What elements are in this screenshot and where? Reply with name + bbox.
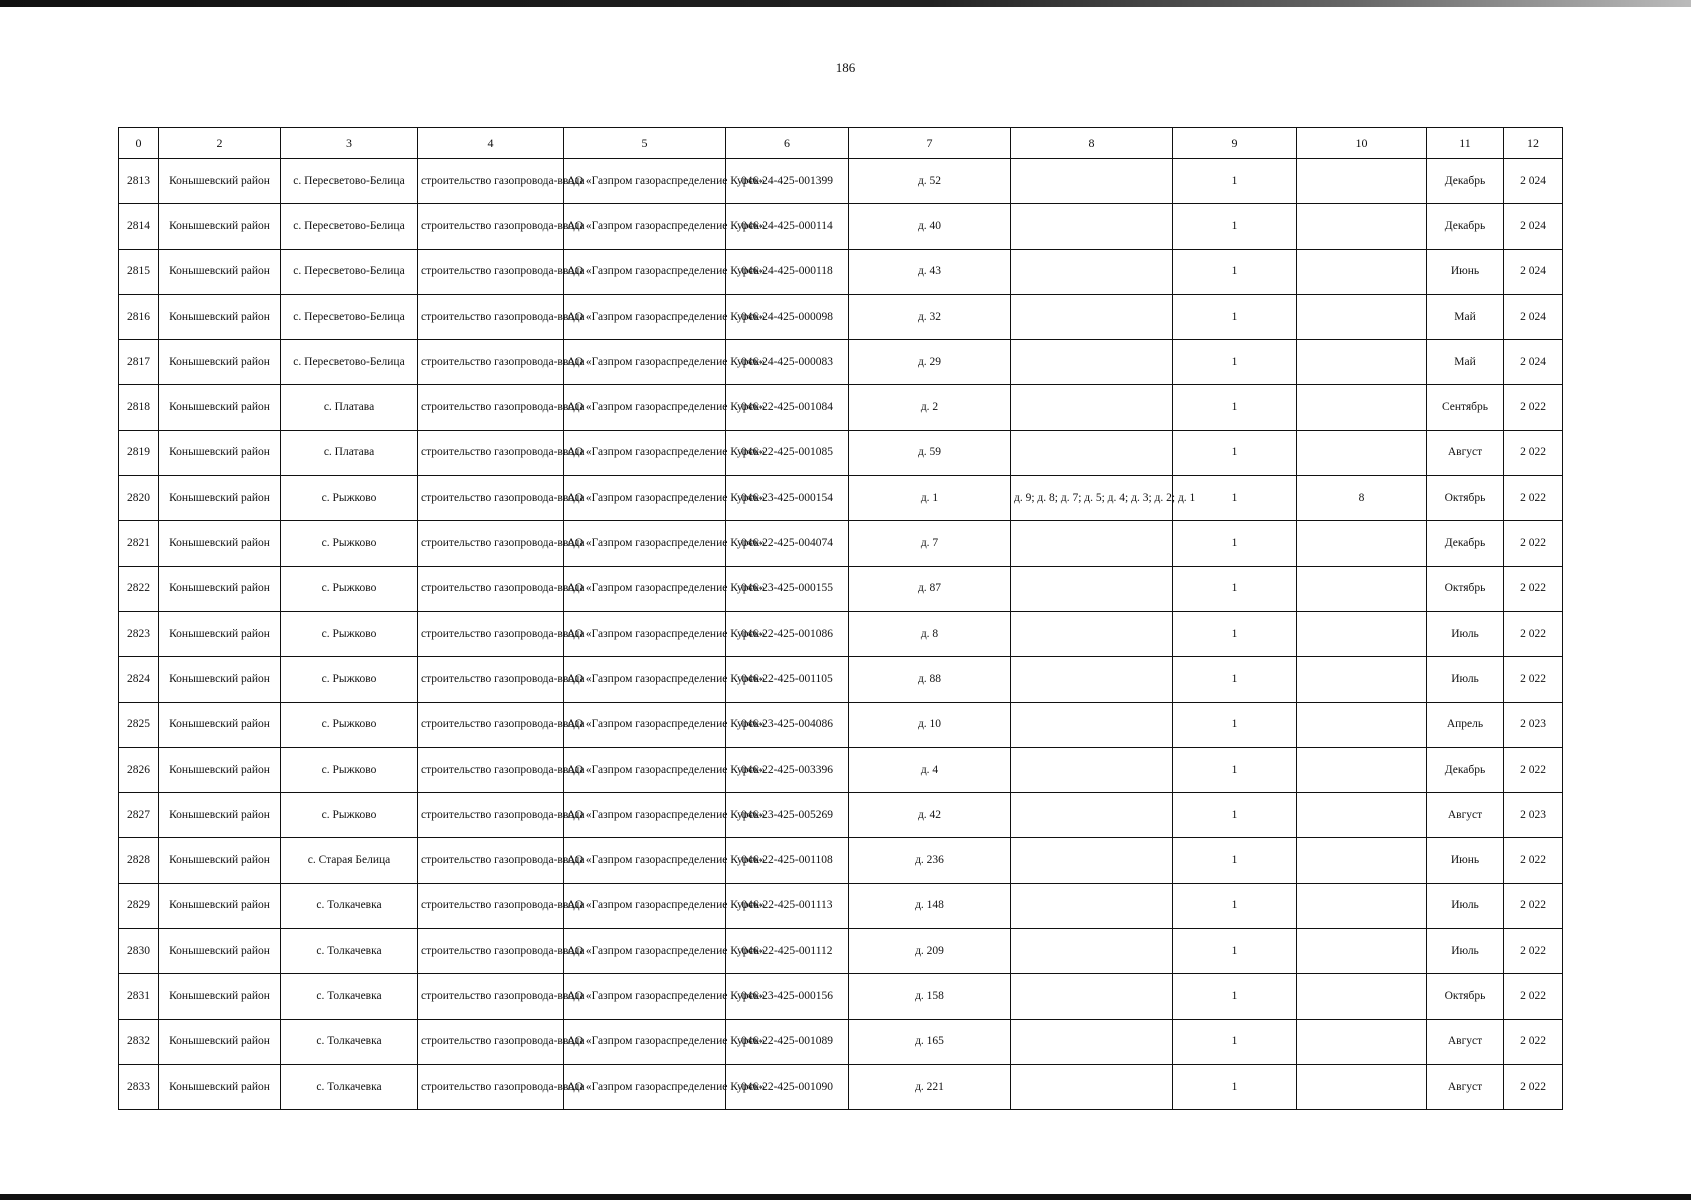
count-cell: 1 — [1173, 793, 1297, 838]
house-number-cell: д. 29 — [849, 340, 1011, 385]
cadastral-number-cell: 046-23-425-000154 — [726, 476, 849, 521]
work-type-cell: строительство газопровода-ввода — [418, 476, 564, 521]
gas-connection-register-table — [118, 127, 1563, 1110]
cadastral-number-cell: 046-22-425-001112 — [726, 929, 849, 974]
count-cell: 1 — [1173, 521, 1297, 566]
settlement-cell: с. Рыжково — [281, 566, 418, 611]
cadastral-number-cell: 046-22-425-001113 — [726, 883, 849, 928]
organization-cell: АО «Газпром газораспределение Курск» — [564, 838, 726, 883]
house-number-cell: д. 88 — [849, 657, 1011, 702]
year-cell: 2 022 — [1504, 611, 1563, 656]
settlement-cell: с. Толкачевка — [281, 1019, 418, 1064]
month-cell: Август — [1427, 1064, 1504, 1109]
count-cell: 1 — [1173, 1064, 1297, 1109]
district-cell: Конышевский район — [159, 340, 281, 385]
count-cell: 1 — [1173, 294, 1297, 339]
table-row — [119, 974, 1563, 1019]
settlement-cell: с. Рыжково — [281, 521, 418, 566]
organization-cell: АО «Газпром газораспределение Курск» — [564, 1064, 726, 1109]
organization-cell: АО «Газпром газораспределение Курск» — [564, 204, 726, 249]
work-type-cell: строительство газопровода-ввода — [418, 521, 564, 566]
table-row — [119, 929, 1563, 974]
organization-cell: АО «Газпром газораспределение Курск» — [564, 793, 726, 838]
district-cell: Конышевский район — [159, 204, 281, 249]
year-cell: 2 024 — [1504, 340, 1563, 385]
year-cell: 2 022 — [1504, 883, 1563, 928]
house-number-cell: д. 32 — [849, 294, 1011, 339]
cadastral-number-cell: 046-22-425-001084 — [726, 385, 849, 430]
organization-cell: АО «Газпром газораспределение Курск» — [564, 1019, 726, 1064]
settlement-cell: с. Платава — [281, 430, 418, 475]
year-cell: 2 022 — [1504, 929, 1563, 974]
additional-count-cell — [1297, 611, 1427, 656]
additional-count-cell — [1297, 566, 1427, 611]
month-cell: Октябрь — [1427, 476, 1504, 521]
organization-cell: АО «Газпром газораспределение Курск» — [564, 929, 726, 974]
header-cell: 4 — [418, 128, 564, 159]
count-cell: 1 — [1173, 340, 1297, 385]
count-cell: 1 — [1173, 566, 1297, 611]
row-number-cell: 2830 — [119, 929, 159, 974]
cadastral-number-cell: 046-22-425-001108 — [726, 838, 849, 883]
additional-houses-cell — [1011, 838, 1173, 883]
house-number-cell: д. 236 — [849, 838, 1011, 883]
page-number: 186 — [835, 60, 856, 75]
count-cell: 1 — [1173, 838, 1297, 883]
year-cell: 2 022 — [1504, 430, 1563, 475]
year-cell: 2 022 — [1504, 385, 1563, 430]
settlement-cell: с. Рыжково — [281, 476, 418, 521]
table-header-row — [119, 128, 1563, 159]
month-cell: Сентябрь — [1427, 385, 1504, 430]
scan-edge-top — [0, 0, 1691, 7]
organization-cell: АО «Газпром газораспределение Курск» — [564, 883, 726, 928]
row-number-cell: 2814 — [119, 204, 159, 249]
table-row — [119, 747, 1563, 792]
organization-cell: АО «Газпром газораспределение Курск» — [564, 747, 726, 792]
month-cell: Декабрь — [1427, 521, 1504, 566]
cadastral-number-cell: 046-24-425-000118 — [726, 249, 849, 294]
organization-cell: АО «Газпром газораспределение Курск» — [564, 566, 726, 611]
month-cell: Октябрь — [1427, 566, 1504, 611]
additional-houses-cell — [1011, 159, 1173, 204]
settlement-cell: с. Толкачевка — [281, 1064, 418, 1109]
year-cell: 2 024 — [1504, 294, 1563, 339]
row-number-cell: 2833 — [119, 1064, 159, 1109]
additional-houses-cell — [1011, 611, 1173, 656]
district-cell: Конышевский район — [159, 611, 281, 656]
row-number-cell: 2817 — [119, 340, 159, 385]
month-cell: Декабрь — [1427, 159, 1504, 204]
work-type-cell: строительство газопровода-ввода — [418, 929, 564, 974]
district-cell: Конышевский район — [159, 249, 281, 294]
settlement-cell: с. Рыжково — [281, 611, 418, 656]
year-cell: 2 022 — [1504, 838, 1563, 883]
house-number-cell: д. 209 — [849, 929, 1011, 974]
count-cell: 1 — [1173, 883, 1297, 928]
row-number-cell: 2825 — [119, 702, 159, 747]
additional-houses-cell — [1011, 793, 1173, 838]
table-body — [119, 159, 1563, 1110]
organization-cell: АО «Газпром газораспределение Курск» — [564, 476, 726, 521]
cadastral-number-cell: 046-22-425-004074 — [726, 521, 849, 566]
count-cell: 1 — [1173, 159, 1297, 204]
district-cell: Конышевский район — [159, 838, 281, 883]
table-row — [119, 430, 1563, 475]
additional-houses-cell — [1011, 385, 1173, 430]
row-number-cell: 2828 — [119, 838, 159, 883]
work-type-cell: строительство газопровода-ввода — [418, 340, 564, 385]
additional-houses-cell — [1011, 747, 1173, 792]
cadastral-number-cell: 046-24-425-000114 — [726, 204, 849, 249]
settlement-cell: с. Пересветово-Белица — [281, 249, 418, 294]
house-number-cell: д. 221 — [849, 1064, 1011, 1109]
organization-cell: АО «Газпром газораспределение Курск» — [564, 657, 726, 702]
organization-cell: АО «Газпром газораспределение Курск» — [564, 430, 726, 475]
row-number-cell: 2826 — [119, 747, 159, 792]
table-row — [119, 793, 1563, 838]
month-cell: Апрель — [1427, 702, 1504, 747]
cadastral-number-cell: 046-22-425-001089 — [726, 1019, 849, 1064]
house-number-cell: д. 43 — [849, 249, 1011, 294]
table-row — [119, 340, 1563, 385]
house-number-cell: д. 10 — [849, 702, 1011, 747]
additional-count-cell — [1297, 1064, 1427, 1109]
header-cell: 0 — [119, 128, 159, 159]
month-cell: Июнь — [1427, 838, 1504, 883]
month-cell: Июль — [1427, 883, 1504, 928]
additional-houses-cell: д. 9; д. 8; д. 7; д. 5; д. 4; д. 3; д. 2; д. 1 — [1011, 476, 1173, 521]
district-cell: Конышевский район — [159, 883, 281, 928]
month-cell: Декабрь — [1427, 204, 1504, 249]
district-cell: Конышевский район — [159, 521, 281, 566]
additional-count-cell — [1297, 883, 1427, 928]
month-cell: Май — [1427, 294, 1504, 339]
organization-cell: АО «Газпром газораспределение Курск» — [564, 294, 726, 339]
district-cell: Конышевский район — [159, 159, 281, 204]
header-cell: 5 — [564, 128, 726, 159]
settlement-cell: с. Пересветово-Белица — [281, 204, 418, 249]
table-row — [119, 1064, 1563, 1109]
house-number-cell: д. 4 — [849, 747, 1011, 792]
year-cell: 2 023 — [1504, 702, 1563, 747]
additional-count-cell — [1297, 793, 1427, 838]
additional-houses-cell — [1011, 883, 1173, 928]
settlement-cell: с. Пересветово-Белица — [281, 159, 418, 204]
additional-houses-cell — [1011, 430, 1173, 475]
work-type-cell: строительство газопровода-ввода — [418, 974, 564, 1019]
additional-count-cell — [1297, 340, 1427, 385]
district-cell: Конышевский район — [159, 566, 281, 611]
row-number-cell: 2823 — [119, 611, 159, 656]
cadastral-number-cell: 046-23-425-004086 — [726, 702, 849, 747]
table-row — [119, 883, 1563, 928]
settlement-cell: с. Рыжково — [281, 657, 418, 702]
settlement-cell: с. Рыжково — [281, 747, 418, 792]
count-cell: 1 — [1173, 476, 1297, 521]
row-number-cell: 2824 — [119, 657, 159, 702]
settlement-cell: с. Пересветово-Белица — [281, 340, 418, 385]
additional-houses-cell — [1011, 929, 1173, 974]
additional-count-cell — [1297, 159, 1427, 204]
year-cell: 2 022 — [1504, 566, 1563, 611]
additional-count-cell — [1297, 294, 1427, 339]
table-row — [119, 249, 1563, 294]
work-type-cell: строительство газопровода-ввода — [418, 657, 564, 702]
year-cell: 2 024 — [1504, 249, 1563, 294]
cadastral-number-cell: 046-24-425-001399 — [726, 159, 849, 204]
year-cell: 2 024 — [1504, 204, 1563, 249]
additional-houses-cell — [1011, 566, 1173, 611]
additional-count-cell — [1297, 385, 1427, 430]
house-number-cell: д. 52 — [849, 159, 1011, 204]
table-row — [119, 702, 1563, 747]
row-number-cell: 2827 — [119, 793, 159, 838]
row-number-cell: 2818 — [119, 385, 159, 430]
work-type-cell: строительство газопровода-ввода — [418, 249, 564, 294]
district-cell: Конышевский район — [159, 430, 281, 475]
work-type-cell: строительство газопровода-ввода — [418, 702, 564, 747]
count-cell: 1 — [1173, 929, 1297, 974]
house-number-cell: д. 8 — [849, 611, 1011, 656]
work-type-cell: строительство газопровода-ввода — [418, 159, 564, 204]
work-type-cell: строительство газопровода-ввода — [418, 883, 564, 928]
header-cell: 6 — [726, 128, 849, 159]
header-cell: 12 — [1504, 128, 1563, 159]
house-number-cell: д. 40 — [849, 204, 1011, 249]
cadastral-number-cell: 046-22-425-001105 — [726, 657, 849, 702]
organization-cell: АО «Газпром газораспределение Курск» — [564, 611, 726, 656]
work-type-cell: строительство газопровода-ввода — [418, 838, 564, 883]
settlement-cell: с. Рыжково — [281, 702, 418, 747]
district-cell: Конышевский район — [159, 657, 281, 702]
additional-count-cell — [1297, 249, 1427, 294]
organization-cell: АО «Газпром газораспределение Курск» — [564, 521, 726, 566]
count-cell: 1 — [1173, 204, 1297, 249]
additional-count-cell — [1297, 657, 1427, 702]
month-cell: Июль — [1427, 929, 1504, 974]
organization-cell: АО «Газпром газораспределение Курск» — [564, 249, 726, 294]
header-cell: 7 — [849, 128, 1011, 159]
work-type-cell: строительство газопровода-ввода — [418, 566, 564, 611]
organization-cell: АО «Газпром газораспределение Курск» — [564, 159, 726, 204]
organization-cell: АО «Газпром газораспределение Курск» — [564, 340, 726, 385]
work-type-cell: строительство газопровода-ввода — [418, 294, 564, 339]
row-number-cell: 2831 — [119, 974, 159, 1019]
row-number-cell: 2832 — [119, 1019, 159, 1064]
district-cell: Конышевский район — [159, 385, 281, 430]
year-cell: 2 022 — [1504, 747, 1563, 792]
table-row — [119, 159, 1563, 204]
row-number-cell: 2813 — [119, 159, 159, 204]
district-cell: Конышевский район — [159, 476, 281, 521]
count-cell: 1 — [1173, 1019, 1297, 1064]
count-cell: 1 — [1173, 974, 1297, 1019]
additional-count-cell: 8 — [1297, 476, 1427, 521]
table-row — [119, 521, 1563, 566]
house-number-cell: д. 2 — [849, 385, 1011, 430]
header-cell: 3 — [281, 128, 418, 159]
count-cell: 1 — [1173, 249, 1297, 294]
work-type-cell: строительство газопровода-ввода — [418, 747, 564, 792]
year-cell: 2 023 — [1504, 793, 1563, 838]
district-cell: Конышевский район — [159, 974, 281, 1019]
cadastral-number-cell: 046-24-425-000083 — [726, 340, 849, 385]
month-cell: Октябрь — [1427, 974, 1504, 1019]
row-number-cell: 2819 — [119, 430, 159, 475]
additional-count-cell — [1297, 702, 1427, 747]
district-cell: Конышевский район — [159, 747, 281, 792]
year-cell: 2 024 — [1504, 159, 1563, 204]
table-row — [119, 657, 1563, 702]
settlement-cell: с. Старая Белица — [281, 838, 418, 883]
count-cell: 1 — [1173, 747, 1297, 792]
year-cell: 2 022 — [1504, 1064, 1563, 1109]
cadastral-number-cell: 046-22-425-003396 — [726, 747, 849, 792]
additional-houses-cell — [1011, 249, 1173, 294]
year-cell: 2 022 — [1504, 1019, 1563, 1064]
cadastral-number-cell: 046-22-425-001085 — [726, 430, 849, 475]
additional-houses-cell — [1011, 294, 1173, 339]
additional-houses-cell — [1011, 340, 1173, 385]
settlement-cell: с. Платава — [281, 385, 418, 430]
work-type-cell: строительство газопровода-ввода — [418, 430, 564, 475]
month-cell: Август — [1427, 430, 1504, 475]
settlement-cell: с. Толкачевка — [281, 974, 418, 1019]
additional-houses-cell — [1011, 1064, 1173, 1109]
month-cell: Май — [1427, 340, 1504, 385]
table-row — [119, 385, 1563, 430]
additional-houses-cell — [1011, 204, 1173, 249]
table-row — [119, 204, 1563, 249]
settlement-cell: с. Толкачевка — [281, 929, 418, 974]
header-cell: 9 — [1173, 128, 1297, 159]
year-cell: 2 022 — [1504, 476, 1563, 521]
count-cell: 1 — [1173, 430, 1297, 475]
month-cell: Август — [1427, 793, 1504, 838]
district-cell: Конышевский район — [159, 294, 281, 339]
row-number-cell: 2816 — [119, 294, 159, 339]
cadastral-number-cell: 046-23-425-005269 — [726, 793, 849, 838]
row-number-cell: 2815 — [119, 249, 159, 294]
header-cell: 11 — [1427, 128, 1504, 159]
cadastral-number-cell: 046-22-425-001086 — [726, 611, 849, 656]
register-sheet — [118, 127, 1563, 1110]
organization-cell: АО «Газпром газораспределение Курск» — [564, 385, 726, 430]
month-cell: Август — [1427, 1019, 1504, 1064]
additional-count-cell — [1297, 838, 1427, 883]
year-cell: 2 022 — [1504, 974, 1563, 1019]
district-cell: Конышевский район — [159, 1064, 281, 1109]
table-row — [119, 838, 1563, 883]
row-number-cell: 2821 — [119, 521, 159, 566]
header-cell: 10 — [1297, 128, 1427, 159]
cadastral-number-cell: 046-23-425-000156 — [726, 974, 849, 1019]
house-number-cell: д. 87 — [849, 566, 1011, 611]
year-cell: 2 022 — [1504, 657, 1563, 702]
month-cell: Июль — [1427, 611, 1504, 656]
table-row — [119, 294, 1563, 339]
additional-count-cell — [1297, 1019, 1427, 1064]
additional-houses-cell — [1011, 521, 1173, 566]
cadastral-number-cell: 046-24-425-000098 — [726, 294, 849, 339]
additional-houses-cell — [1011, 657, 1173, 702]
house-number-cell: д. 7 — [849, 521, 1011, 566]
work-type-cell: строительство газопровода-ввода — [418, 1019, 564, 1064]
additional-count-cell — [1297, 747, 1427, 792]
additional-houses-cell — [1011, 1019, 1173, 1064]
header-cell: 2 — [159, 128, 281, 159]
settlement-cell: с. Толкачевка — [281, 883, 418, 928]
house-number-cell: д. 42 — [849, 793, 1011, 838]
cadastral-number-cell: 046-23-425-000155 — [726, 566, 849, 611]
additional-count-cell — [1297, 974, 1427, 1019]
district-cell: Конышевский район — [159, 793, 281, 838]
house-number-cell: д. 158 — [849, 974, 1011, 1019]
month-cell: Июль — [1427, 657, 1504, 702]
month-cell: Декабрь — [1427, 747, 1504, 792]
district-cell: Конышевский район — [159, 1019, 281, 1064]
additional-count-cell — [1297, 929, 1427, 974]
additional-count-cell — [1297, 430, 1427, 475]
table-row — [119, 1019, 1563, 1064]
organization-cell: АО «Газпром газораспределение Курск» — [564, 702, 726, 747]
additional-count-cell — [1297, 204, 1427, 249]
year-cell: 2 022 — [1504, 521, 1563, 566]
count-cell: 1 — [1173, 657, 1297, 702]
work-type-cell: строительство газопровода-ввода — [418, 204, 564, 249]
settlement-cell: с. Рыжково — [281, 793, 418, 838]
table-row — [119, 566, 1563, 611]
cadastral-number-cell: 046-22-425-001090 — [726, 1064, 849, 1109]
month-cell: Июнь — [1427, 249, 1504, 294]
row-number-cell: 2829 — [119, 883, 159, 928]
work-type-cell: строительство газопровода-ввода — [418, 793, 564, 838]
row-number-cell: 2820 — [119, 476, 159, 521]
scan-edge-bottom — [0, 1194, 1691, 1200]
district-cell: Конышевский район — [159, 929, 281, 974]
work-type-cell: строительство газопровода-ввода — [418, 1064, 564, 1109]
additional-houses-cell — [1011, 974, 1173, 1019]
table-row — [119, 611, 1563, 656]
work-type-cell: строительство газопровода-ввода — [418, 385, 564, 430]
district-cell: Конышевский район — [159, 702, 281, 747]
table-row — [119, 476, 1563, 521]
count-cell: 1 — [1173, 702, 1297, 747]
work-type-cell: строительство газопровода-ввода — [418, 611, 564, 656]
house-number-cell: д. 1 — [849, 476, 1011, 521]
organization-cell: АО «Газпром газораспределение Курск» — [564, 974, 726, 1019]
settlement-cell: с. Пересветово-Белица — [281, 294, 418, 339]
count-cell: 1 — [1173, 611, 1297, 656]
header-cell: 8 — [1011, 128, 1173, 159]
row-number-cell: 2822 — [119, 566, 159, 611]
additional-houses-cell — [1011, 702, 1173, 747]
additional-count-cell — [1297, 521, 1427, 566]
house-number-cell: д. 165 — [849, 1019, 1011, 1064]
house-number-cell: д. 148 — [849, 883, 1011, 928]
count-cell: 1 — [1173, 385, 1297, 430]
house-number-cell: д. 59 — [849, 430, 1011, 475]
